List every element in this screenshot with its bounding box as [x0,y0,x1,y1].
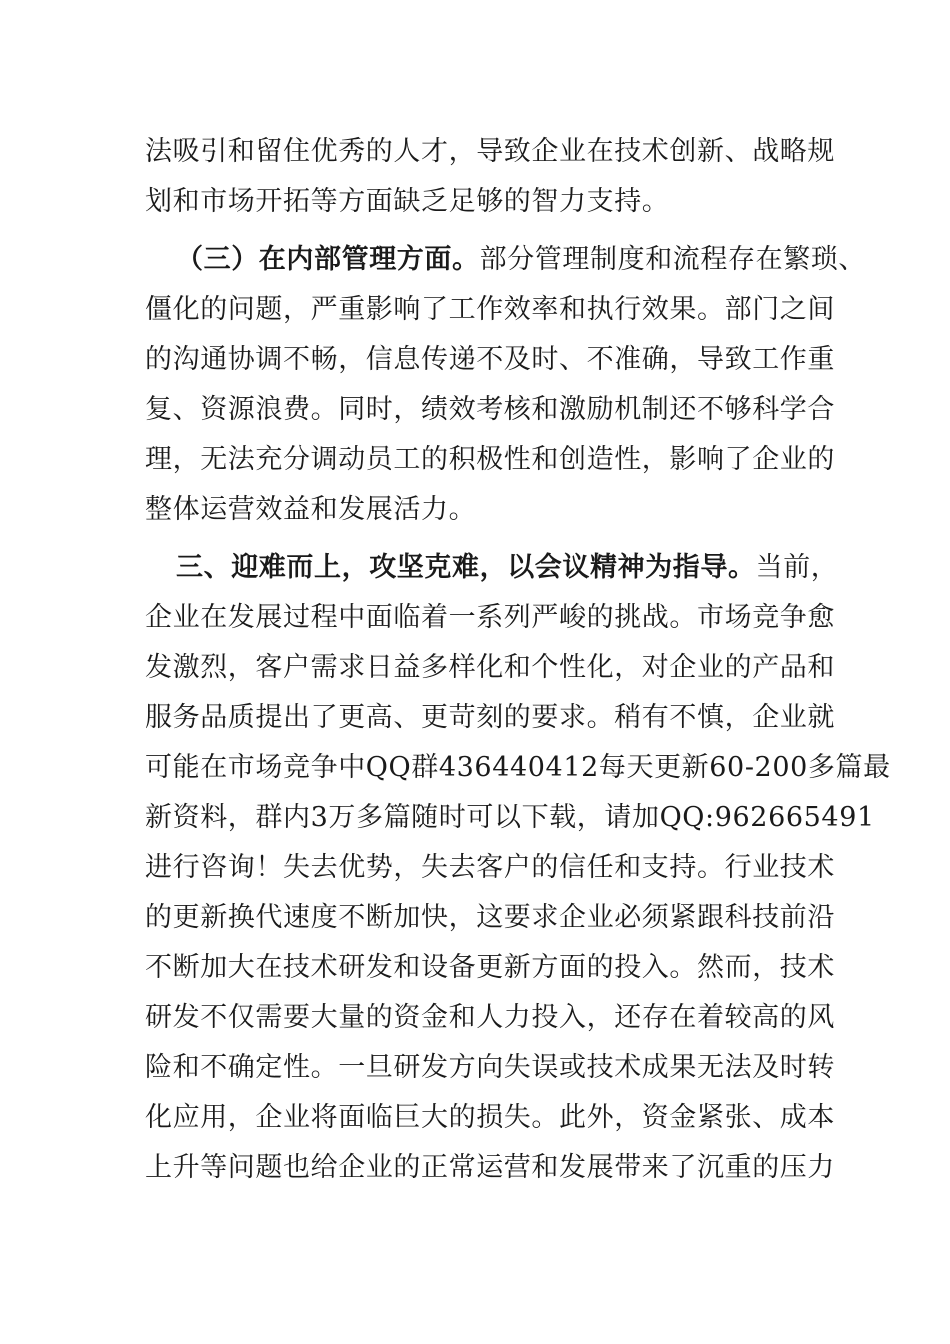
paragraph-2-line-6: 整体运营效益和发展活力。 [145,494,477,525]
paragraph-2-line-3: 的沟通协调不畅，信息传递不及时、不准确，导致工作重 [145,344,835,375]
paragraph-3-line-1: 三、迎难而上，攻坚克难，以会议精神为指导。当前， [176,552,839,583]
paragraph-1-line-1: 法吸引和留住优秀的人才，导致企业在技术创新、战略规 [145,136,835,167]
paragraph-3-line-3: 发激烈，客户需求日益多样化和个性化，对企业的产品和 [145,652,835,683]
paragraph-3-line-11: 险和不确定性。一旦研发方向失误或技术成果无法及时转 [145,1052,835,1083]
paragraph-2-line-5: 理，无法充分调动员工的积极性和创造性，影响了企业的 [145,444,835,475]
paragraph-3-line-4: 服务品质提出了更高、更苛刻的要求。稍有不慎，企业就 [145,702,835,733]
paragraph-3-line-5: 可能在市场竞争中QQ群436440412每天更新60-200多篇最 [145,752,891,783]
paragraph-3-line-9: 不断加大在技术研发和设备更新方面的投入。然而，技术 [145,952,835,983]
paragraph-3-line-12: 化应用，企业将面临巨大的损失。此外，资金紧张、成本 [145,1102,835,1133]
section-heading-internal-management: （三）在内部管理方面。 [176,244,480,275]
section-heading-three: 三、迎难而上，攻坚克难，以会议精神为指导。 [176,552,756,583]
paragraph-1-line-2: 划和市场开拓等方面缺乏足够的智力支持。 [145,186,670,217]
paragraph-3-line-13: 上升等问题也给企业的正常运营和发展带来了沉重的压力 [145,1152,835,1183]
paragraph-3-line-8: 的更新换代速度不断加快，这要求企业必须紧跟科技前沿 [145,902,835,933]
paragraph-3-line-7: 进行咨询！失去优势，失去客户的信任和支持。行业技术 [145,852,835,883]
paragraph-2-line-2: 僵化的问题，严重影响了工作效率和执行效果。部门之间 [145,294,835,325]
paragraph-2-line-4: 复、资源浪费。同时，绩效考核和激励机制还不够科学合 [145,394,835,425]
paragraph-3-line-10: 研发不仅需要大量的资金和人力投入，还存在着较高的风 [145,1002,835,1033]
paragraph-3-line-6: 新资料，群内3万多篇随时可以下载，请加QQ:962665491 [145,802,875,833]
paragraph-3-line-2: 企业在发展过程中面临着一系列严峻的挑战。市场竞争愈 [145,602,835,633]
paragraph-2-line-1: （三）在内部管理方面。部分管理制度和流程存在繁琐、 [176,244,867,275]
